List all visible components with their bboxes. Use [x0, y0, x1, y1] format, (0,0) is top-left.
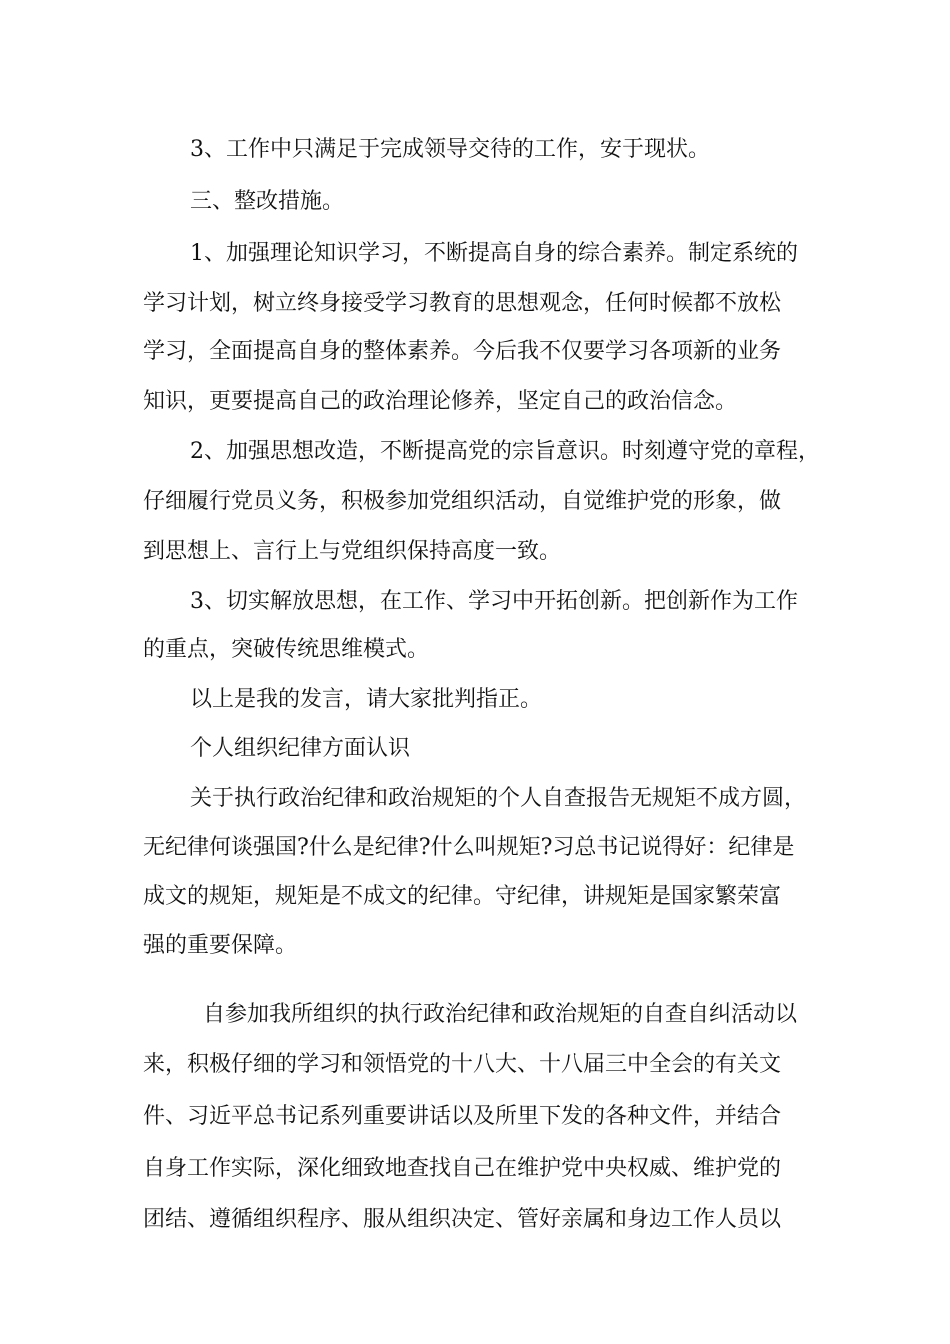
text-line: 团结、遵循组织程序、服从组织决定、管好亲属和身边工作人员以: [143, 1207, 782, 1232]
text-line: 学习计划，树立终身接受学习教育的思想观念，任何时候都不放松: [143, 291, 782, 316]
text-line: 的重点，突破传统思维模式。: [143, 637, 430, 662]
text-line: 3、工作中只满足于完成领导交待的工作，安于现状。: [190, 137, 710, 162]
text-line: 强的重要保障。: [143, 933, 298, 958]
text-line: 自身工作实际，深化细致地查找自己在维护党中央权威、维护党的: [143, 1156, 782, 1181]
text-line: 仔细履行党员义务，积极参加党组织活动，自觉维护党的形象，做: [143, 489, 782, 514]
text-line: 1、加强理论知识学习，不断提高自身的综合素养。制定系统的: [190, 241, 798, 266]
section-heading: 个人组织纪律方面认识: [190, 736, 411, 761]
text-line: 无纪律何谈强国?什么是纪律?什么叫规矩?习总书记说得好：纪律是: [143, 835, 795, 860]
text-line: 成文的规矩，规矩是不成文的纪律。守纪律，讲规矩是国家繁荣富: [143, 884, 782, 909]
text-line: 到思想上、言行上与党组织保持高度一致。: [143, 539, 562, 564]
text-line: 件、习近平总书记系列重要讲话以及所里下发的各种文件，并结合: [143, 1104, 782, 1129]
text-line: 以上是我的发言，请大家批判指正。: [190, 687, 543, 712]
text-line: 知识，更要提高自己的政治理论修养，坚定自己的政治信念。: [143, 389, 738, 414]
text-line: 自参加我所组织的执行政治纪律和政治规矩的自查自纠活动以: [203, 1002, 798, 1027]
text-line: 关于执行政治纪律和政治规矩的个人自查报告无规矩不成方圆，: [190, 786, 807, 811]
text-line: 来，积极仔细的学习和领悟党的十八大、十八届三中全会的有关文: [143, 1052, 782, 1077]
text-line: 2、加强思想改造，不断提高党的宗旨意识。时刻遵守党的章程，: [190, 439, 820, 464]
section-heading: 三、整改措施。: [190, 189, 345, 214]
text-line: 3、切实解放思想，在工作、学习中开拓创新。把创新作为工作: [190, 589, 798, 614]
text-line: 学习，全面提高自身的整体素养。今后我不仅要学习各项新的业务: [143, 339, 782, 364]
